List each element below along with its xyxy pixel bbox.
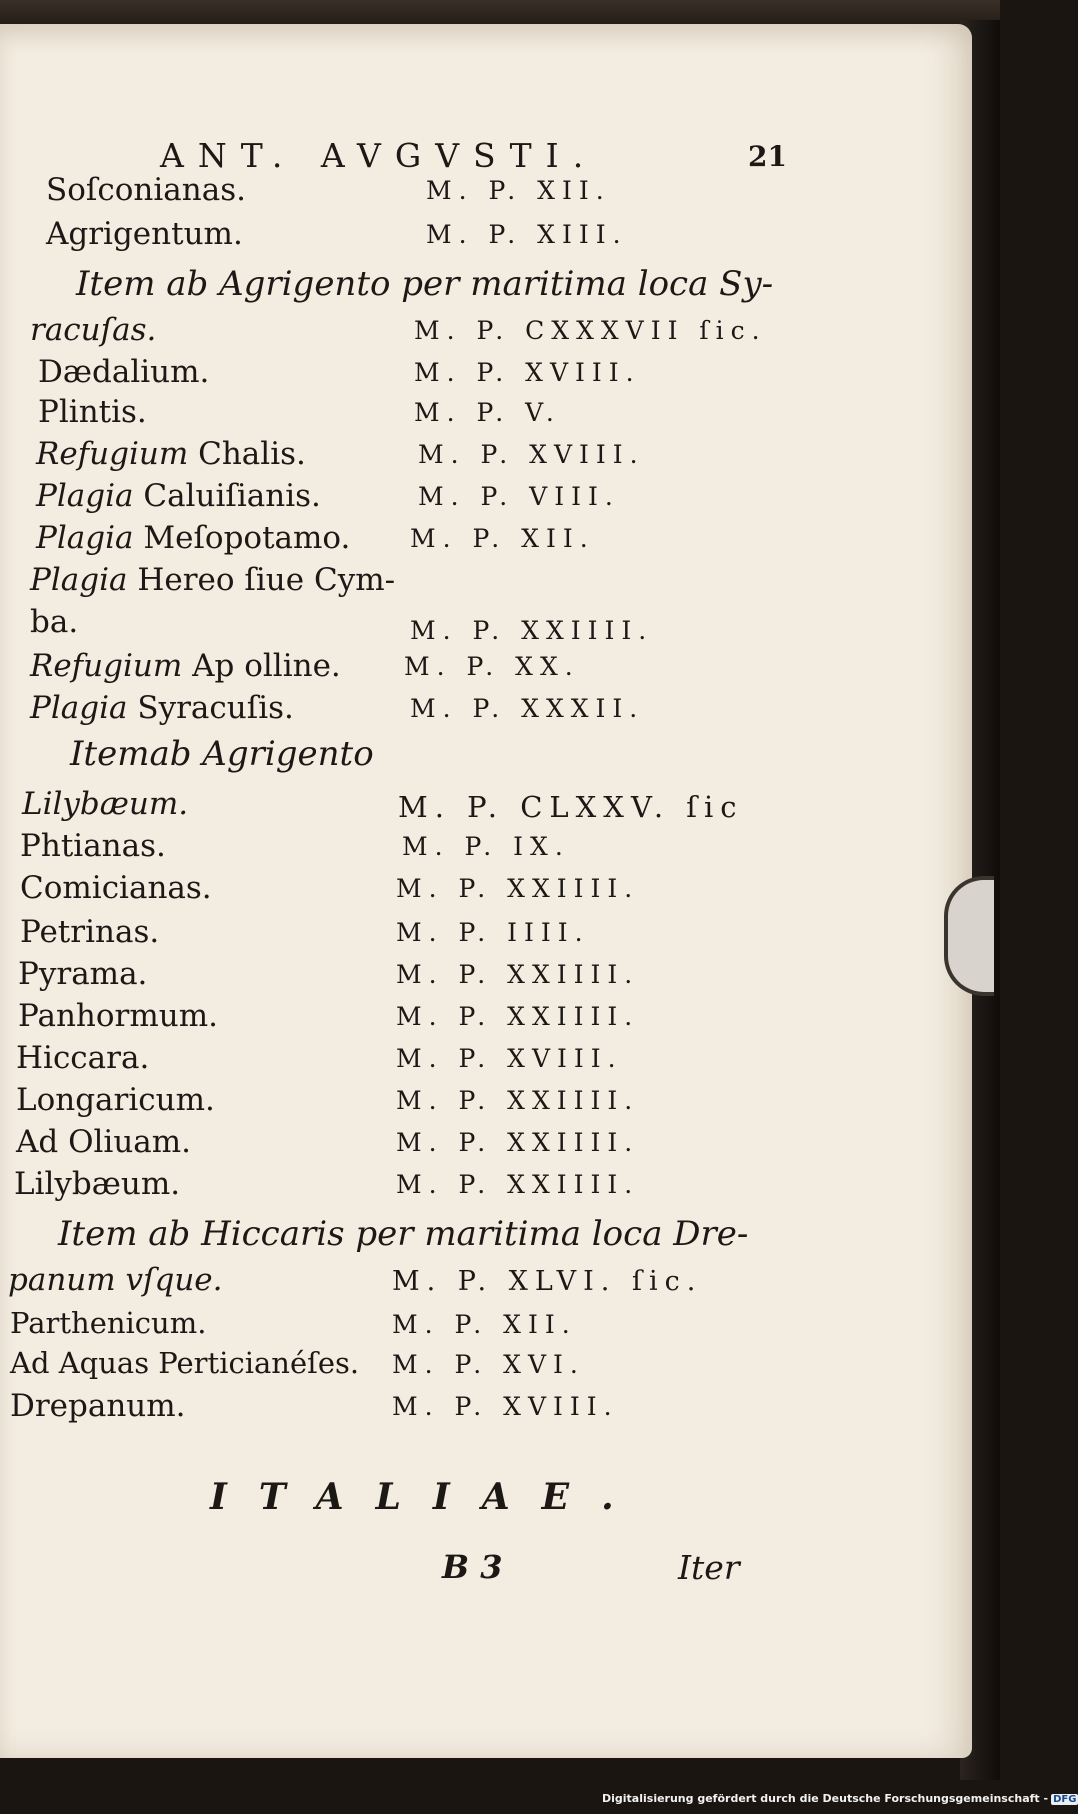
itinerary-line bbox=[0, 786, 972, 834]
place-name: Ad Aquas Perticianéſes. bbox=[10, 1346, 360, 1380]
route-heading: Item ab Hiccaris per maritima loca Dre- bbox=[58, 1214, 749, 1254]
place-name: Hiccara. bbox=[16, 1040, 150, 1076]
distance: M. P. XXIIII. bbox=[396, 1002, 640, 1031]
place-name: Pyrama. bbox=[18, 956, 148, 992]
itinerary-line bbox=[0, 998, 972, 1046]
credit-text: Digitalisierung gefördert durch die Deutsche Forschungsgemeinschaft - bbox=[602, 1792, 1049, 1805]
distance: M. P. XII. bbox=[426, 176, 611, 205]
distance: M. P. XX. bbox=[404, 652, 580, 681]
place-name: Drepanum. bbox=[10, 1388, 186, 1424]
distance: M. P. XVIII. bbox=[418, 440, 645, 469]
place-prefix: Plagia bbox=[36, 520, 134, 556]
place-name: ba. bbox=[30, 604, 79, 640]
distance: M. P. XVIII. bbox=[414, 358, 641, 387]
itinerary-line bbox=[0, 914, 972, 962]
itinerary-line bbox=[0, 478, 972, 526]
distance: M. P. IIII. bbox=[396, 918, 590, 947]
place-prefix: Plagia bbox=[30, 562, 128, 598]
running-head: ANT. AVGVSTI. bbox=[160, 136, 598, 175]
itinerary-line bbox=[0, 604, 972, 652]
place-name: Agrigentum. bbox=[46, 216, 243, 252]
book-clasp bbox=[944, 876, 994, 996]
place-name: Lilybæum. bbox=[14, 1166, 181, 1202]
distance: M. P. V. bbox=[414, 398, 561, 427]
place-name: Panhormum. bbox=[18, 998, 218, 1034]
place-name: Longaricum. bbox=[16, 1082, 215, 1118]
distance: M. P. XVIII. bbox=[396, 1044, 623, 1073]
catchword: Iter bbox=[678, 1548, 740, 1587]
distance: M. P. CLXXV. ſic bbox=[398, 790, 744, 824]
distance: M. P. IX. bbox=[402, 832, 570, 861]
place-name: Caluiſianis. bbox=[143, 478, 321, 514]
itinerary-line bbox=[0, 520, 972, 568]
place-prefix: Plagia bbox=[30, 690, 128, 726]
itinerary-line bbox=[0, 956, 972, 1004]
itinerary-line bbox=[0, 1388, 972, 1436]
place-name: Chalis. bbox=[198, 436, 306, 472]
distance: M. P. XLVI. ſic. bbox=[392, 1266, 703, 1297]
itinerary-line bbox=[0, 312, 972, 360]
itinerary-line bbox=[0, 870, 972, 918]
distance: M. P. XXIIII. bbox=[396, 1128, 640, 1157]
distance: M. P. VIII. bbox=[418, 482, 620, 511]
itinerary-line bbox=[0, 1082, 972, 1130]
distance: M. P. XII. bbox=[392, 1310, 577, 1339]
distance: M. P. XXIIII. bbox=[410, 616, 654, 645]
itinerary-line bbox=[0, 690, 972, 738]
itinerary-line bbox=[0, 1346, 972, 1394]
distance: M. P. CXXXVII ſic. bbox=[414, 316, 767, 345]
place-name: Meſopotamo. bbox=[143, 520, 351, 556]
distance: M. P. XXIIII. bbox=[396, 874, 640, 903]
distance: M. P. XVI. bbox=[392, 1350, 585, 1379]
distance: M. P. XXIIII. bbox=[396, 1170, 640, 1199]
place-name: Soſconianas. bbox=[46, 172, 246, 208]
itinerary-line bbox=[0, 216, 972, 264]
signature-mark: B 3 bbox=[442, 1548, 503, 1586]
itinerary-line bbox=[0, 828, 972, 876]
itinerary-line bbox=[0, 172, 972, 220]
page-number: 21 bbox=[748, 140, 787, 173]
place-name: Hereo ſiue Cym- bbox=[137, 562, 396, 598]
place-prefix: Plagia bbox=[36, 478, 134, 514]
itinerary-line bbox=[0, 562, 972, 610]
place-name: Syracuſis. bbox=[137, 690, 294, 726]
place-name: racuſas. bbox=[30, 312, 157, 348]
book-page bbox=[0, 24, 972, 1758]
dfg-logo-icon: DFG bbox=[1053, 1794, 1077, 1805]
itinerary-line bbox=[0, 436, 972, 484]
place-name: Ap olline. bbox=[192, 648, 341, 684]
route-heading: Itemab Agrigento bbox=[70, 734, 374, 774]
place-name: Dædalium. bbox=[38, 354, 210, 390]
place-prefix: Refugium bbox=[36, 436, 189, 472]
distance: M. P. XXXII. bbox=[410, 694, 645, 723]
itinerary-line bbox=[0, 1124, 972, 1172]
distance: M. P. XII. bbox=[410, 524, 595, 553]
section-title: ITALIAE. bbox=[210, 1476, 646, 1518]
route-heading: Item ab Agrigento per maritima loca Sy- bbox=[76, 264, 774, 304]
place-name: panum vſque. bbox=[8, 1262, 223, 1298]
distance: M. P. XIII. bbox=[426, 220, 628, 249]
place-prefix: Refugium bbox=[30, 648, 183, 684]
itinerary-line bbox=[0, 1040, 972, 1088]
place-name: Plintis. bbox=[38, 394, 147, 430]
distance: M. P. XVIII. bbox=[392, 1392, 619, 1421]
distance: M. P. XXIIII. bbox=[396, 960, 640, 989]
place-name: Comicianas. bbox=[20, 870, 212, 906]
place-name: Petrinas. bbox=[20, 914, 160, 950]
place-name: Ad Oliuam. bbox=[16, 1124, 192, 1160]
itinerary-line bbox=[0, 394, 972, 442]
itinerary-line bbox=[0, 1166, 972, 1214]
itinerary-line bbox=[0, 648, 972, 696]
itinerary-line bbox=[0, 1262, 972, 1310]
distance: M. P. XXIIII. bbox=[396, 1086, 640, 1115]
place-name: Lilybæum. bbox=[22, 786, 189, 822]
place-name: Phtianas. bbox=[20, 828, 166, 864]
place-name: Parthenicum. bbox=[10, 1306, 207, 1340]
digitization-credit bbox=[602, 1792, 1077, 1810]
